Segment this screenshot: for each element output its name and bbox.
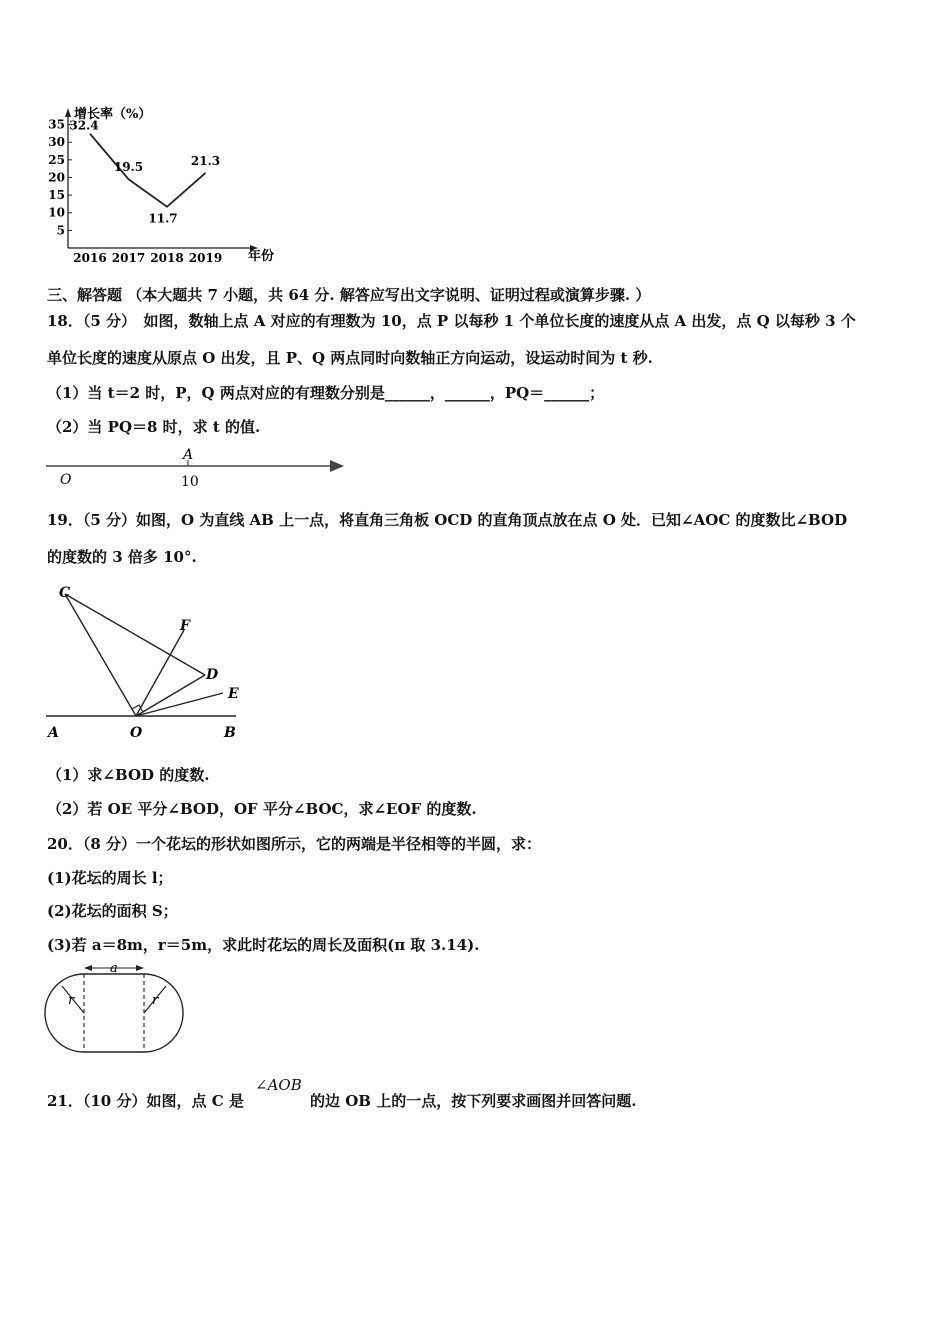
q18-part1: （1）当 t＝2 时，P，Q 两点对应的有理数分别是______，______，PQ＝______； xyxy=(47,384,605,402)
q19-angle-figure xyxy=(40,580,260,745)
chart-y-tick-label: 10 xyxy=(48,205,65,220)
chart-data-label: 11.7 xyxy=(148,211,178,226)
q18-text-line2: 单位长度的速度从原点 O 出发，且 P、Q 两点同时向数轴正方向运动，设运动时间为 t 秒. xyxy=(47,349,653,367)
q19-part2: （2）若 OE 平分∠BOD，OF 平分∠BOC，求∠EOF 的度数. xyxy=(47,800,477,818)
q20-part3: (3)若 a＝8m，r＝5m，求此时花坛的周长及面积(π 取 3.14). xyxy=(47,936,480,954)
chart-x-tick-label: 2019 xyxy=(188,251,223,265)
q20-part2: (2)花坛的面积 S； xyxy=(47,902,178,920)
svg-text:a: a xyxy=(110,961,118,976)
chart-x-tick-label: 2016 xyxy=(73,251,107,265)
chart-y-tick-label: 25 xyxy=(48,152,65,167)
svg-text:r: r xyxy=(68,993,75,1008)
svg-text:A: A xyxy=(48,725,59,741)
svg-text:r: r xyxy=(152,993,159,1008)
chart-x-tick-label: 2017 xyxy=(111,251,146,265)
chart-y-tick-label: 5 xyxy=(56,223,65,238)
chart-y-tick-label: 30 xyxy=(48,135,65,150)
chart-y-arrow-icon xyxy=(65,108,71,117)
chart-series xyxy=(90,134,206,207)
svg-text:D: D xyxy=(206,667,219,683)
chart-y-tick-label: 35 xyxy=(48,117,65,132)
number-line-label-a: A xyxy=(183,447,194,463)
q21-text-prefix: 21．（10 分）如图，点 C 是 xyxy=(47,1092,244,1110)
svg-text:B: B xyxy=(224,725,236,741)
chart-y-tick-label: 15 xyxy=(48,188,65,203)
q19-text-line2: 的度数的 3 倍多 10°. xyxy=(47,548,197,566)
q20-text-line1: 20．（8 分）一个花坛的形状如图所示，它的两端是半径相等的半圆，求： xyxy=(47,835,542,853)
chart-x-tick-labels xyxy=(73,251,222,265)
chart-x-tick-label: 2018 xyxy=(150,251,184,265)
q19-text-line1: 19．（5 分）如图，O 为直线 AB 上一点，将直角三角板 OCD 的直角顶点放在点 O 处．已知∠AOC 的度数比∠BOD xyxy=(47,511,848,529)
growth-rate-line-chart xyxy=(40,100,280,270)
svg-text:E: E xyxy=(228,686,239,702)
number-line-arrow-icon xyxy=(330,460,344,472)
q21-text-suffix: 的边 OB 上的一点，按下列要求画图并回答问题. xyxy=(310,1092,637,1110)
chart-x-axis-label: 年份 xyxy=(248,249,275,264)
svg-text:C: C xyxy=(59,585,71,601)
svg-text:O: O xyxy=(130,725,143,741)
number-line-label-10: 10 xyxy=(181,474,199,490)
q20-part1: (1)花坛的周长 l； xyxy=(47,869,173,887)
q18-part2: （2）当 PQ＝8 时，求 t 的值. xyxy=(47,418,261,436)
chart-data-label: 32.4 xyxy=(69,118,99,133)
q19-part1: （1）求∠BOD 的度数. xyxy=(47,766,210,784)
number-line-label-o: O xyxy=(60,472,72,488)
section-3-heading: 三、解答题 （本大题共 7 小题，共 64 分. 解答应写出文字说明、证明过程或演算步骤. ） xyxy=(47,286,651,304)
q21-angle-aob: ∠AOB xyxy=(255,1076,302,1094)
chart-series-line xyxy=(90,134,206,207)
q18-text-line1: 18．（5 分） 如图，数轴上点 A 对应的有理数为 10，点 P 以每秒 1 个单位长度的速度从点 A 出发，点 Q 以每秒 3 个 xyxy=(47,312,856,330)
chart-data-label: 19.5 xyxy=(113,160,144,175)
chart-y-axis-label: 增长率（%） xyxy=(74,107,152,122)
chart-y-tick-label: 20 xyxy=(48,170,65,185)
chart-data-label: 21.3 xyxy=(190,153,221,168)
svg-text:F: F xyxy=(180,618,190,634)
q18-number-line xyxy=(40,440,360,495)
q20-flowerbed-figure xyxy=(40,960,190,1060)
